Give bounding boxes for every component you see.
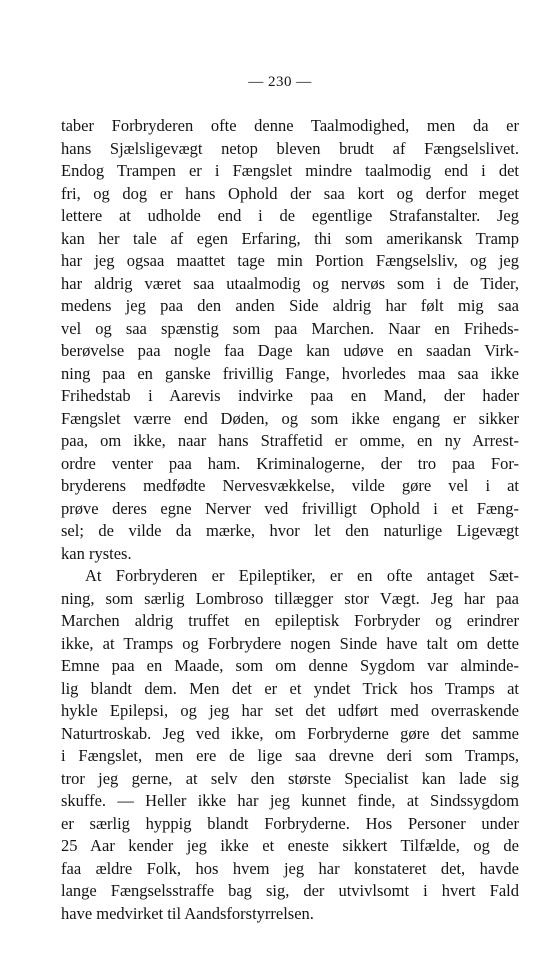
text-line: ning paa en ganske frivillig Fange, hvorledes maa saa ikke [61, 363, 519, 383]
text-line: faa ældre Folk, hos hvem jeg har konstateret det, havde [61, 858, 519, 878]
text-line: ning, som særlig Lombroso tillægger stor Vægt. Jeg har paa [61, 588, 519, 608]
text-line: Marchen aldrig truffet en epileptisk Forbryder og erindrer [61, 611, 519, 630]
text-line: taber Forbryderen ofte denne Taalmodighed, men da er [61, 116, 519, 135]
text-line: tror jeg gerne, at selv den største Specialist kan lade sig [61, 768, 519, 788]
text-line: medens jeg paa den anden Side aldrig har følt mig saa [61, 296, 519, 315]
text-line: hans Sjælsligevægt netop bleven brudt af Fængselslivet. [61, 138, 519, 158]
text-line: ikke, at Tramps og Forbrydere nogen Sinde have talt om dette [61, 633, 519, 653]
text-line: lettere at udholde end i de egentlige Strafanstalter. Jeg [61, 206, 519, 225]
text-line: bryderens medfødte Nervesvækkelse, vilde gøre vel i at [61, 476, 519, 495]
text-line: Fængslet værre end Døden, og som ikke engang er sikker [61, 408, 519, 428]
text-line: fri, og dog er hans Ophold der saa kort og derfor meget [61, 183, 519, 203]
text-line: At Forbryderen er Epileptiker, er en ofte antaget Sæt- [85, 566, 519, 585]
text-line: kan her tale af egen Erfaring, thi som amerikansk Tramp [61, 228, 519, 248]
text-line: har aldrig været saa utaalmodig og nervøs som i de Tider, [61, 273, 519, 293]
text-line: lig blandt dem. Men det er et yndet Trick hos Tramps at [61, 678, 519, 698]
text-line: Emne paa en Maade, som om denne Sygdom var alminde- [61, 656, 519, 675]
text-line: 25 Aar kender jeg ikke et eneste sikkert Tilfælde, og de [61, 836, 519, 855]
text-line: kan rystes. [61, 543, 132, 563]
text-line: Endog Trampen er i Fængslet mindre taalmodig end i det [61, 161, 519, 180]
text-line: prøve deres egne Nerver ved frivilligt Ophold i et Fæng- [61, 498, 519, 518]
text-line: lange Fængselsstraffe bag sig, der utvivlsomt i hvert Fald [61, 881, 519, 900]
text-line: i Fængslet, men ere de lige saa drevne deri som Tramps, [61, 746, 519, 765]
text-line: skuffe. — Heller ikke har jeg kunnet finde, at Sindssygdom [61, 791, 519, 810]
page-number: — 230 — [248, 74, 312, 90]
text-line: ordre venter paa ham. Kriminalogerne, der tro paa For- [61, 453, 519, 473]
text-line: berøvelse paa nogle faa Dage kan udøve en saadan Virk- [61, 341, 519, 360]
body-text [61, 115, 519, 925]
text-line: vel og saa spænstig som paa Marchen. Naar en Friheds- [61, 318, 519, 338]
text-line: har jeg ogsaa maattet tage min Portion Fængselsliv, og jeg [61, 251, 519, 270]
text-line: er særlig hyppig blandt Forbryderne. Hos Personer under [61, 813, 519, 833]
text-line: paa, om ikke, naar hans Straffetid er omme, en ny Arrest- [61, 431, 519, 450]
text-line: hykle Epilepsi, og jeg har set det udført med overraskende [61, 701, 519, 720]
text-line: have medvirket til Aandsforstyrrelsen. [61, 903, 314, 923]
text-line: sel; de vilde da mærke, hvor let den naturlige Ligevægt [61, 521, 519, 540]
text-line: Naturtroskab. Jeg ved ikke, om Forbryderne gøre det samme [61, 723, 519, 743]
text-line: Frihedstab i Aarevis indvirke paa en Mand, der hader [61, 386, 519, 405]
